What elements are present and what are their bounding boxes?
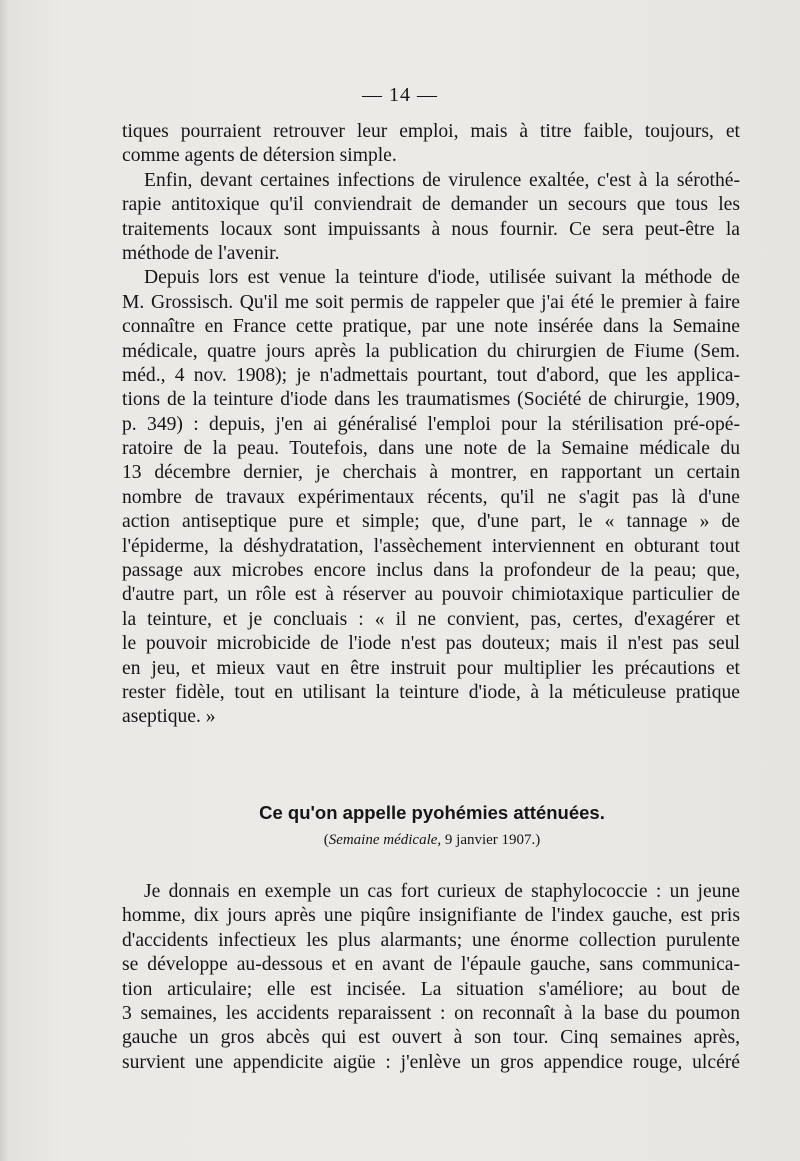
text-line: rapie antitoxique qu'il conviendrait de demander un secours que tous les xyxy=(122,194,740,216)
text-line: tions de la teinture d'iode dans les traumatismes (Société de chirurgie, 1909, xyxy=(122,389,740,411)
text-line: Enfin, devant certaines infections de virulence exaltée, c'est à la sérothé- xyxy=(144,169,740,191)
text-line: médicale, quatre jours après la publication du chirurgien de Fiume (Sem. xyxy=(122,340,740,362)
text-line: aseptique. » xyxy=(122,706,216,728)
text-line: 13 décembre dernier, je cherchais à montrer, en rapportant un certain xyxy=(122,462,740,484)
source-prefix: ( xyxy=(323,832,329,848)
text-line: 3 semaines, les accidents reparaissent : on reconnaît à la base du poumon xyxy=(122,1002,740,1024)
text-line: comme agents de détersion simple. xyxy=(122,145,397,167)
page-edge-shadow xyxy=(0,0,8,1161)
text-line: d'accidents infectieux les plus alarmants; une énorme collection purulente xyxy=(122,929,740,951)
text-line: la teinture, et je concluais : « il ne convient, pas, certes, d'exagérer et xyxy=(122,608,740,630)
text-line: Je donnais en exemple un cas fort curieux de staphylococcie : un jeune xyxy=(144,881,740,902)
text-line: nombre de travaux expérimentaux récents, qu'il ne s'agit pas là d'une xyxy=(122,486,740,508)
text-line: action antiseptique pure et simple; que, d'une part, le « tannage » de xyxy=(122,511,740,533)
text-line: se développe au-dessous et en avant de l'épaule gauche, sans communica- xyxy=(122,954,740,976)
body-text-bottom xyxy=(122,880,740,1075)
text-line: M. Grossisch. Qu'il me soit permis de rappeler que j'ai été le premier à faire xyxy=(122,291,740,313)
text-line: d'autre part, un rôle est à réserver au pouvoir chimiotaxique particulier de xyxy=(122,584,740,606)
text-line: survient une appendicite aigüe : j'enlève un gros appendice rouge, ulcéré xyxy=(122,1051,740,1073)
text-line: tiques pourraient retrouver leur emploi, mais à titre faible, toujours, et xyxy=(122,121,740,142)
section-heading: Ce qu'on appelle pyohémies atténuées. xyxy=(259,802,605,823)
text-line: connaître en France cette pratique, par une note insérée dans la Semaine xyxy=(122,316,740,338)
body-text-top xyxy=(122,120,740,730)
text-line: méthode de l'avenir. xyxy=(122,242,280,264)
text-line: passage aux microbes encore inclus dans la profondeur de la peau; que, xyxy=(122,560,740,582)
text-line: rester fidèle, tout en utilisant la teinture d'iode, à la méticuleuse pratique xyxy=(122,681,740,703)
text-line: ratoire de la peau. Toutefois, dans une note de la Semaine médicale du xyxy=(122,438,740,460)
text-line: en jeu, et mieux vaut en être instruit pour multiplier les précautions et xyxy=(122,657,740,679)
source-date: 9 janvier 1907.) xyxy=(441,832,541,848)
text-line: homme, dix jours après une piqûre insignifiante de l'index gauche, est pris xyxy=(122,905,740,927)
text-line: gauche un gros abcès qui est ouvert à son tour. Cinq semaines après, xyxy=(122,1027,740,1049)
text-line: l'épiderme, la déshydratation, l'assèchement interviennent en obturant tout xyxy=(122,535,740,557)
text-line: tion articulaire; elle est incisée. La situation s'améliore; au bout de xyxy=(122,978,740,1000)
text-line: Depuis lors est venue la teinture d'iode, utilisée suivant la méthode de xyxy=(144,267,740,289)
text-line: le pouvoir microbicide de l'iode n'est pas douteux; mais il n'est pas seul xyxy=(122,633,740,655)
text-line: traitements locaux sont impuissants à nous fournir. Ce sera peut-être la xyxy=(122,218,740,240)
section-source xyxy=(0,832,800,849)
text-line: p. 349) : depuis, j'en ai généralisé l'emploi pour la stérilisation pré-opé- xyxy=(122,413,740,435)
text-line: méd., 4 nov. 1908); je n'admettais pourtant, tout d'abord, que les applica- xyxy=(122,364,740,386)
page-number: — 14 — xyxy=(362,84,438,106)
source-journal: Semaine médicale, xyxy=(328,832,442,848)
